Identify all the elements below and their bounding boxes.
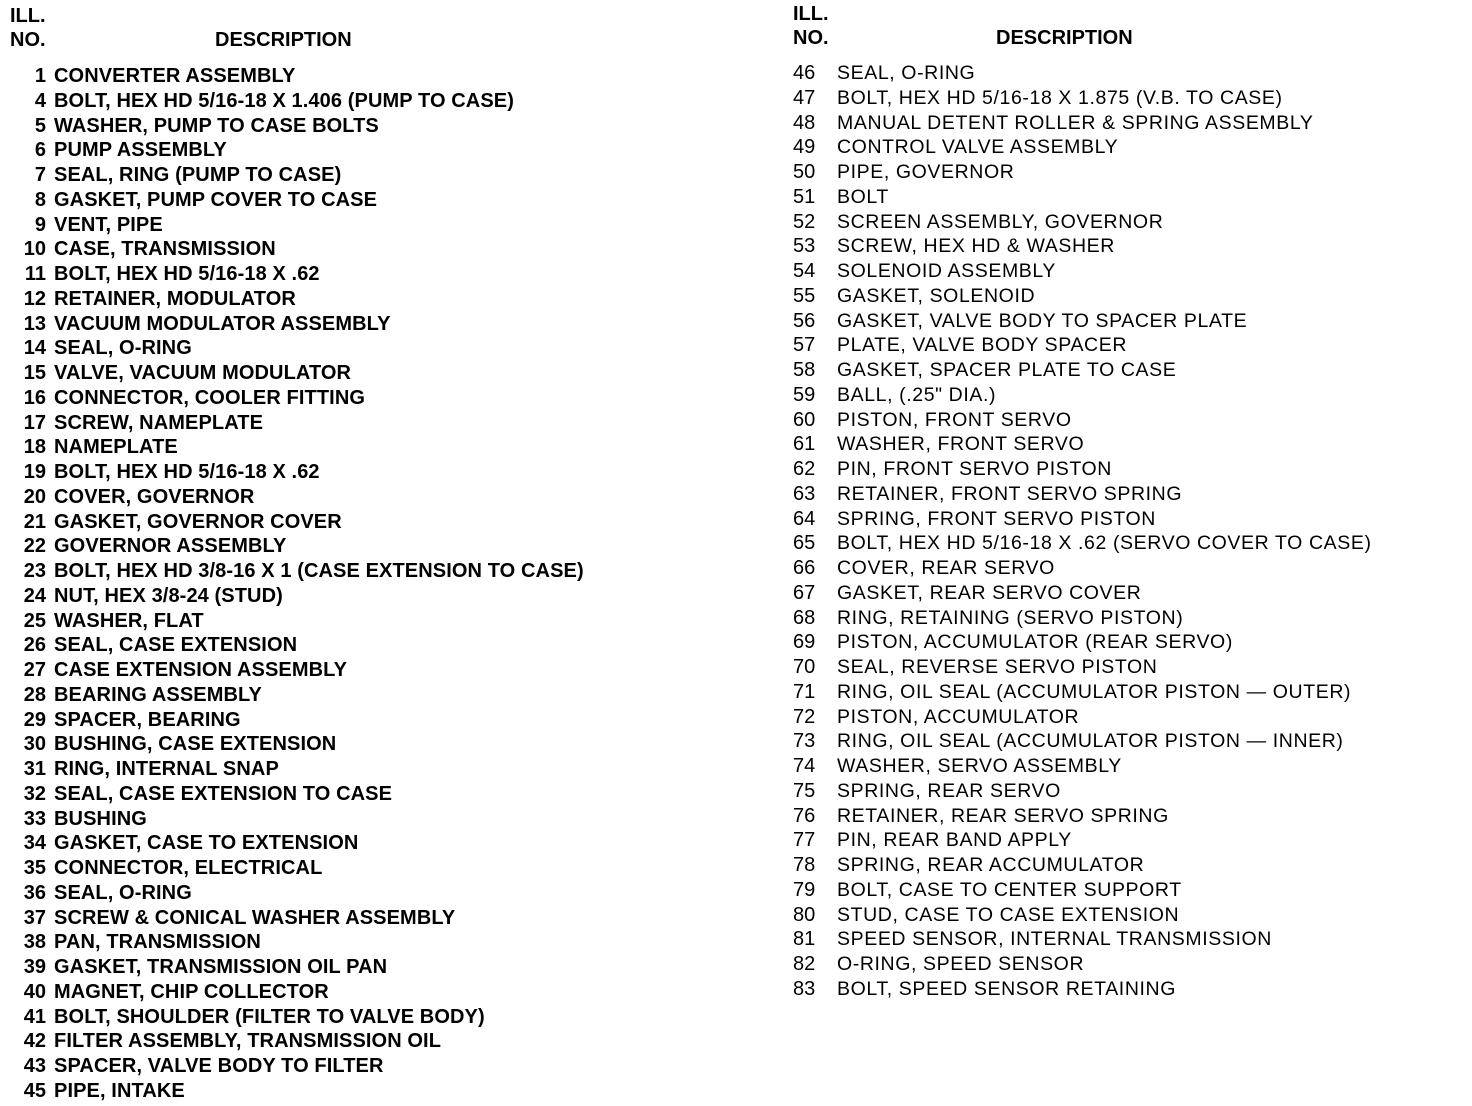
- header-no-label: NO.: [793, 27, 829, 49]
- part-row: [793, 310, 1468, 335]
- part-description: RING, OIL SEAL (ACCUMULATOR PISTON — INNER): [837, 730, 1344, 753]
- part-number: 45: [23, 1079, 46, 1102]
- part-description: VENT, PIPE: [54, 213, 163, 236]
- part-number: 29: [23, 708, 46, 731]
- part-row: [10, 684, 730, 709]
- part-description: GASKET, REAR SERVO COVER: [837, 581, 1142, 604]
- part-number: 71: [793, 680, 816, 703]
- part-row: [10, 65, 730, 90]
- part-description: WASHER, PUMP TO CASE BOLTS: [54, 114, 379, 137]
- part-description: MAGNET, CHIP COLLECTOR: [54, 980, 329, 1003]
- part-row: [793, 805, 1468, 830]
- part-description: CASE, TRANSMISSION: [54, 238, 276, 261]
- part-number: 11: [24, 263, 46, 285]
- part-description: CONTROL VALVE ASSEMBLY: [837, 136, 1119, 159]
- part-row: [793, 508, 1468, 533]
- part-row: [793, 656, 1468, 681]
- part-description: STUD, CASE TO CASE EXTENSION: [837, 903, 1180, 926]
- part-number: 62: [793, 458, 816, 480]
- part-row: [10, 436, 730, 461]
- part-number: 46: [793, 62, 816, 84]
- part-number: 39: [23, 956, 46, 978]
- part-number: 24: [23, 584, 46, 607]
- part-description: NAMEPLATE: [54, 436, 178, 459]
- parts-list-right-column: [793, 0, 1468, 1003]
- part-number: 34: [23, 832, 46, 855]
- header-ill-label: ILL.: [793, 3, 829, 25]
- part-number: 81: [793, 928, 816, 951]
- part-row: [793, 953, 1468, 978]
- part-description: SEAL, O-RING: [837, 62, 976, 84]
- part-number: 28: [23, 683, 46, 706]
- part-number: 43: [23, 1055, 46, 1077]
- part-description: BOLT: [837, 185, 889, 208]
- part-description: PIPE, INTAKE: [54, 1079, 185, 1102]
- part-description: NUT, HEX 3/8-24 (STUD): [54, 584, 283, 607]
- parts-list-left-column: [10, 0, 730, 1105]
- part-description: CONVERTER ASSEMBLY: [54, 65, 296, 87]
- part-description: SEAL, CASE EXTENSION TO CASE: [54, 782, 393, 805]
- part-description: GASKET, VALVE BODY TO SPACER PLATE: [837, 309, 1248, 332]
- part-description: BOLT, SHOULDER (FILTER TO VALVE BODY): [54, 1005, 485, 1028]
- part-row: [793, 582, 1468, 607]
- part-row: [793, 136, 1468, 161]
- part-description: SPEED SENSOR, INTERNAL TRANSMISSION: [837, 928, 1272, 951]
- part-row: [10, 610, 730, 635]
- part-row: [793, 557, 1468, 582]
- part-description: VALVE, VACUUM MODULATOR: [54, 362, 352, 384]
- part-number: 41: [23, 1005, 46, 1028]
- part-description: RING, INTERNAL SNAP: [54, 758, 279, 780]
- part-row: [10, 758, 730, 783]
- part-number: 66: [793, 557, 816, 579]
- header-description-label: DESCRIPTION: [996, 27, 1133, 49]
- part-description: GASKET, GOVERNOR COVER: [54, 510, 342, 533]
- part-description: GASKET, TRANSMISSION OIL PAN: [54, 956, 388, 978]
- part-number: 51: [793, 185, 816, 208]
- part-number: 18: [23, 436, 46, 459]
- part-number: 74: [793, 755, 816, 777]
- part-description: BOLT, HEX HD 5/16-18 X .62 (SERVO COVER TO CASE): [837, 532, 1372, 555]
- part-row: [793, 87, 1468, 112]
- part-number: 23: [23, 560, 46, 582]
- part-description: SCREW, NAMEPLATE: [54, 411, 264, 434]
- part-number: 4: [34, 89, 46, 112]
- part-row: [793, 235, 1468, 260]
- part-number: 37: [23, 906, 46, 929]
- part-row: [793, 384, 1468, 409]
- part-row: [10, 907, 730, 932]
- part-description: BOLT, CASE TO CENTER SUPPORT: [837, 878, 1182, 901]
- part-number: 61: [793, 433, 816, 456]
- part-row: [10, 783, 730, 808]
- part-row: [10, 981, 730, 1006]
- part-row: [10, 164, 730, 189]
- part-row: [10, 634, 730, 659]
- part-description: SPRING, REAR SERVO: [837, 779, 1061, 802]
- part-number: 47: [793, 86, 816, 109]
- part-number: 35: [23, 857, 46, 879]
- part-row: [793, 904, 1468, 929]
- part-number: 72: [793, 705, 816, 728]
- part-description: RETAINER, MODULATOR: [54, 287, 296, 310]
- part-description: CONNECTOR, ELECTRICAL: [54, 857, 323, 879]
- part-row: [793, 359, 1468, 384]
- part-row: [10, 189, 730, 214]
- part-row: [10, 535, 730, 560]
- part-number: 42: [23, 1030, 46, 1053]
- part-row: [10, 115, 730, 140]
- part-number: 36: [23, 881, 46, 904]
- part-row: [10, 90, 730, 115]
- part-row: [10, 560, 730, 585]
- part-row: [10, 461, 730, 486]
- part-number: 58: [793, 359, 816, 381]
- part-description: BOLT, HEX HD 5/16-18 X .62: [54, 461, 320, 483]
- part-number: 64: [793, 507, 816, 530]
- part-number: 6: [34, 139, 46, 162]
- part-row: [10, 139, 730, 164]
- parts-list: [10, 65, 730, 1105]
- part-number: 16: [23, 386, 46, 409]
- part-number: 65: [793, 532, 816, 555]
- part-description: BUSHING: [54, 807, 147, 830]
- part-row: [793, 62, 1468, 87]
- part-row: [10, 412, 730, 437]
- part-description: PIN, REAR BAND APPLY: [837, 829, 1072, 852]
- part-number: 12: [23, 287, 46, 310]
- part-number: 49: [793, 136, 816, 159]
- part-description: PUMP ASSEMBLY: [54, 139, 227, 162]
- part-description: GOVERNOR ASSEMBLY: [54, 535, 287, 558]
- part-number: 79: [793, 878, 816, 901]
- part-description: PAN, TRANSMISSION: [54, 931, 261, 954]
- part-number: 27: [23, 659, 46, 681]
- part-row: [10, 263, 730, 288]
- column-header: [10, 0, 730, 62]
- part-number: 15: [23, 362, 46, 384]
- part-number: 69: [793, 631, 816, 654]
- part-description: SPACER, BEARING: [54, 708, 241, 731]
- part-row: [10, 1080, 730, 1105]
- part-number: 7: [34, 164, 46, 186]
- part-number: 19: [23, 461, 46, 483]
- part-row: [793, 829, 1468, 854]
- part-description: GASKET, CASE TO EXTENSION: [54, 832, 359, 855]
- part-description: PIN, FRONT SERVO PISTON: [837, 458, 1112, 480]
- part-number: 67: [793, 581, 816, 604]
- part-row: [10, 709, 730, 734]
- part-number: 60: [793, 408, 816, 431]
- part-description: BEARING ASSEMBLY: [54, 683, 262, 706]
- part-row: [10, 808, 730, 833]
- part-number: 54: [793, 260, 816, 282]
- part-number: 26: [23, 634, 46, 657]
- part-description: PLATE, VALVE BODY SPACER: [837, 334, 1128, 357]
- part-description: SEAL, O-RING: [54, 337, 192, 360]
- part-number: 76: [793, 804, 816, 827]
- part-number: 33: [23, 807, 46, 830]
- part-description: BUSHING, CASE EXTENSION: [54, 733, 337, 756]
- part-row: [10, 288, 730, 313]
- part-description: WASHER, FRONT SERVO: [837, 433, 1085, 456]
- part-row: [10, 1006, 730, 1031]
- part-description: BOLT, HEX HD 3/8-16 X 1 (CASE EXTENSION TO CASE): [54, 560, 584, 582]
- part-row: [793, 285, 1468, 310]
- header-no-label: NO.: [10, 29, 46, 51]
- part-number: 14: [23, 337, 46, 360]
- part-row: [793, 879, 1468, 904]
- part-row: [10, 214, 730, 239]
- part-number: 8: [34, 188, 46, 211]
- part-number: 75: [793, 779, 816, 802]
- part-row: [793, 334, 1468, 359]
- parts-list: [793, 62, 1468, 1003]
- part-description: GASKET, SOLENOID: [837, 284, 1036, 307]
- part-description: GASKET, SPACER PLATE TO CASE: [837, 359, 1177, 381]
- header-description-label: DESCRIPTION: [215, 29, 352, 51]
- part-description: SCREEN ASSEMBLY, GOVERNOR: [837, 210, 1164, 233]
- part-row: [10, 387, 730, 412]
- part-row: [793, 161, 1468, 186]
- part-description: SEAL, O-RING: [54, 881, 192, 904]
- part-number: 48: [793, 111, 816, 134]
- part-row: [10, 956, 730, 981]
- part-row: [10, 882, 730, 907]
- part-number: 83: [793, 977, 816, 1000]
- part-row: [793, 978, 1468, 1003]
- part-row: [793, 755, 1468, 780]
- part-row: [10, 931, 730, 956]
- part-description: BOLT, HEX HD 5/16-18 X 1.875 (V.B. TO CASE): [837, 86, 1283, 109]
- part-row: [10, 238, 730, 263]
- part-row: [793, 458, 1468, 483]
- part-description: GASKET, PUMP COVER TO CASE: [54, 188, 378, 211]
- part-number: 25: [23, 609, 46, 632]
- part-description: BOLT, HEX HD 5/16-18 X .62: [54, 263, 320, 285]
- part-description: BOLT, SPEED SENSOR RETAINING: [837, 977, 1176, 1000]
- part-description: RING, OIL SEAL (ACCUMULATOR PISTON — OUTER): [837, 680, 1352, 703]
- part-row: [793, 730, 1468, 755]
- part-number: 31: [23, 758, 46, 780]
- part-number: 63: [793, 482, 816, 505]
- part-row: [10, 337, 730, 362]
- part-row: [793, 681, 1468, 706]
- part-description: RETAINER, FRONT SERVO SPRING: [837, 482, 1183, 505]
- part-row: [10, 313, 730, 338]
- part-description: SPACER, VALVE BODY TO FILTER: [54, 1055, 384, 1077]
- part-number: 50: [793, 161, 816, 183]
- part-row: [793, 260, 1468, 285]
- part-description: SCREW & CONICAL WASHER ASSEMBLY: [54, 906, 456, 929]
- part-row: [793, 928, 1468, 953]
- part-number: 52: [793, 210, 816, 233]
- header-ill-label: ILL.: [10, 5, 46, 27]
- part-description: PISTON, FRONT SERVO: [837, 408, 1072, 431]
- part-number: 17: [23, 411, 46, 434]
- column-header: [793, 0, 1468, 62]
- part-description: PISTON, ACCUMULATOR: [837, 705, 1080, 728]
- part-row: [793, 631, 1468, 656]
- part-number: 13: [23, 312, 46, 335]
- part-number: 38: [23, 931, 46, 954]
- part-description: WASHER, SERVO ASSEMBLY: [837, 755, 1122, 777]
- part-description: RETAINER, REAR SERVO SPRING: [837, 804, 1169, 827]
- part-description: SEAL, RING (PUMP TO CASE): [54, 164, 342, 186]
- part-description: O-RING, SPEED SENSOR: [837, 953, 1085, 975]
- part-row: [793, 112, 1468, 137]
- part-number: 82: [793, 953, 816, 975]
- part-description: PISTON, ACCUMULATOR (REAR SERVO): [837, 631, 1233, 654]
- part-number: 53: [793, 235, 816, 258]
- part-description: MANUAL DETENT ROLLER & SPRING ASSEMBLY: [837, 111, 1314, 134]
- part-number: 40: [23, 980, 46, 1003]
- part-number: 21: [23, 510, 46, 533]
- part-description: PIPE, GOVERNOR: [837, 161, 1015, 183]
- part-description: RING, RETAINING (SERVO PISTON): [837, 606, 1184, 629]
- part-number: 59: [793, 383, 816, 406]
- part-row: [10, 733, 730, 758]
- part-number: 77: [793, 829, 816, 852]
- part-number: 57: [793, 334, 816, 357]
- part-row: [10, 511, 730, 536]
- part-number: 73: [793, 730, 816, 753]
- part-number: 80: [793, 903, 816, 926]
- part-row: [10, 659, 730, 684]
- part-number: 10: [23, 238, 46, 261]
- part-row: [793, 607, 1468, 632]
- part-number: 55: [793, 284, 816, 307]
- part-row: [10, 585, 730, 610]
- part-description: CASE EXTENSION ASSEMBLY: [54, 659, 348, 681]
- part-description: CONNECTOR, COOLER FITTING: [54, 386, 366, 409]
- part-description: SCREW, HEX HD & WASHER: [837, 235, 1115, 258]
- part-row: [793, 433, 1468, 458]
- part-description: SEAL, REVERSE SERVO PISTON: [837, 656, 1158, 678]
- part-number: 22: [23, 535, 46, 558]
- part-row: [10, 1030, 730, 1055]
- part-row: [793, 409, 1468, 434]
- part-row: [793, 854, 1468, 879]
- part-number: 32: [23, 782, 46, 805]
- part-number: 9: [34, 213, 46, 236]
- part-row: [10, 1055, 730, 1080]
- part-row: [793, 780, 1468, 805]
- part-number: 20: [23, 485, 46, 508]
- part-number: 5: [34, 114, 46, 137]
- part-number: 1: [34, 65, 46, 87]
- part-number: 78: [793, 854, 816, 876]
- part-description: COVER, REAR SERVO: [837, 557, 1055, 579]
- part-row: [793, 532, 1468, 557]
- part-description: FILTER ASSEMBLY, TRANSMISSION OIL: [54, 1030, 442, 1053]
- part-description: WASHER, FLAT: [54, 609, 204, 632]
- part-number: 56: [793, 309, 816, 332]
- part-description: BOLT, HEX HD 5/16-18 X 1.406 (PUMP TO CASE): [54, 89, 514, 112]
- part-row: [10, 362, 730, 387]
- part-row: [793, 706, 1468, 731]
- part-row: [793, 186, 1468, 211]
- part-description: BALL, (.25" DIA.): [837, 383, 997, 406]
- part-row: [793, 211, 1468, 236]
- part-description: COVER, GOVERNOR: [54, 485, 255, 508]
- part-description: SPRING, FRONT SERVO PISTON: [837, 507, 1156, 530]
- part-description: VACUUM MODULATOR ASSEMBLY: [54, 312, 391, 335]
- part-description: SEAL, CASE EXTENSION: [54, 634, 298, 657]
- part-row: [793, 483, 1468, 508]
- part-row: [10, 832, 730, 857]
- part-row: [10, 486, 730, 511]
- part-row: [10, 857, 730, 882]
- part-number: 68: [793, 606, 816, 629]
- part-description: SPRING, REAR ACCUMULATOR: [837, 854, 1145, 876]
- part-description: SOLENOID ASSEMBLY: [837, 260, 1056, 282]
- part-number: 70: [793, 656, 816, 678]
- part-number: 30: [23, 733, 46, 756]
